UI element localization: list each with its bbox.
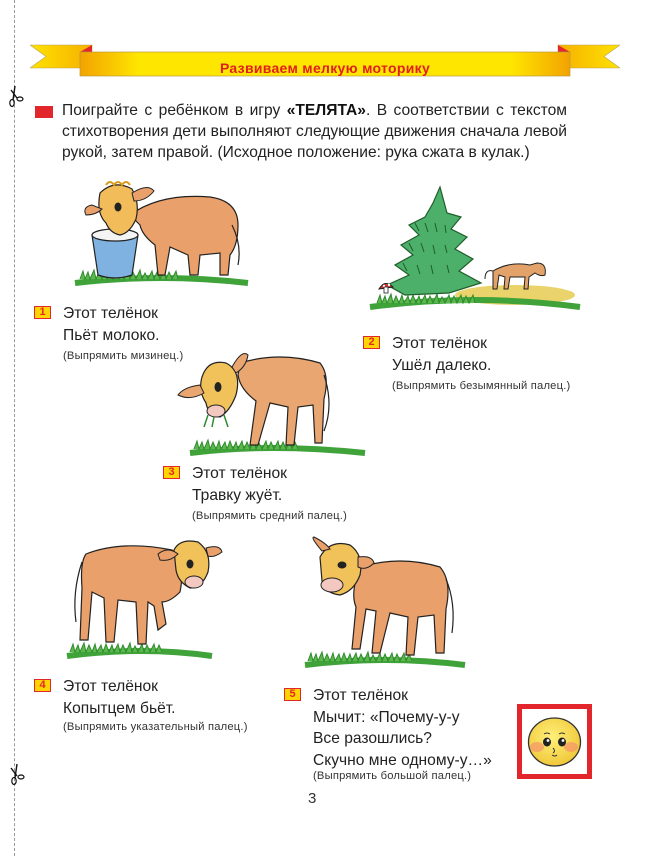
verse-line: Пьёт молоко. [63, 326, 160, 344]
verse-line: Мычит: «Почему-у-у [313, 708, 460, 726]
verse-line: Этот телёнок [313, 687, 408, 704]
verse-instruction: (Выпрямить средний палец.) [192, 510, 348, 522]
verse-line: Копытцем бьёт. [63, 699, 176, 717]
verse-number-badge: 2 [363, 336, 380, 349]
verse-1 [34, 303, 294, 368]
verse-instruction: (Выпрямить мизинец.) [63, 350, 184, 362]
intro-paragraph [62, 100, 567, 163]
verse-lines [63, 676, 176, 719]
intro-text: Поиграйте с ребёнком в игру [62, 102, 287, 119]
section-banner [30, 40, 620, 88]
verse-5 [284, 685, 514, 790]
scissors-icon [5, 84, 25, 108]
bullet-marker [35, 106, 53, 118]
verse-line: Травку жуёт. [192, 486, 283, 504]
verse-2 [363, 333, 623, 398]
verse-lines [392, 333, 491, 376]
game-name: «ТЕЛЯТА» [286, 102, 366, 119]
verse-number-badge: 3 [163, 466, 180, 479]
verse-line: Этот телёнок [392, 335, 487, 352]
verse-line: Этот телёнок [63, 305, 158, 322]
verse-instruction: (Выпрямить безымянный палец.) [392, 380, 571, 392]
verse-3 [163, 463, 423, 528]
verse-4 [34, 676, 294, 741]
calf-by-fir-tree-illustration [365, 183, 585, 313]
kolobok-frame [517, 704, 592, 779]
verse-number-badge: 5 [284, 688, 301, 701]
verse-instruction: (Выпрямить большой палец.) [313, 770, 472, 782]
scissors-icon [5, 762, 25, 786]
cut-line [14, 0, 15, 856]
calf-drinking-milk-illustration [70, 175, 250, 290]
verse-line: Ушёл далеко. [392, 356, 492, 374]
banner-title: Развиваем мелкую моторику [219, 60, 431, 76]
verse-line: Все разошлись? [313, 730, 432, 747]
calf-stamping-hoof-illustration [62, 532, 232, 664]
verse-lines [313, 685, 492, 771]
verse-line: Скучно мне одному-у…» [313, 751, 492, 769]
calf-standing-alone-illustration [300, 533, 470, 673]
verse-lines [192, 463, 287, 506]
verse-number-badge: 1 [34, 306, 51, 319]
page-number: 3 [308, 790, 317, 807]
kolobok-face-icon [522, 709, 587, 774]
verse-instruction: (Выпрямить указательный палец.) [63, 721, 248, 733]
intro-text: . В соответствии с текстом стихотворения дети выполняют следующие движения сначала левой рукой, затем правой. (Исходное положение: рука сжата в кулак.) [62, 102, 567, 161]
verse-line: Этот телёнок [63, 678, 158, 695]
verse-number-badge: 4 [34, 679, 51, 692]
verse-line: Этот телёнок [192, 465, 287, 482]
verse-lines [63, 303, 159, 346]
